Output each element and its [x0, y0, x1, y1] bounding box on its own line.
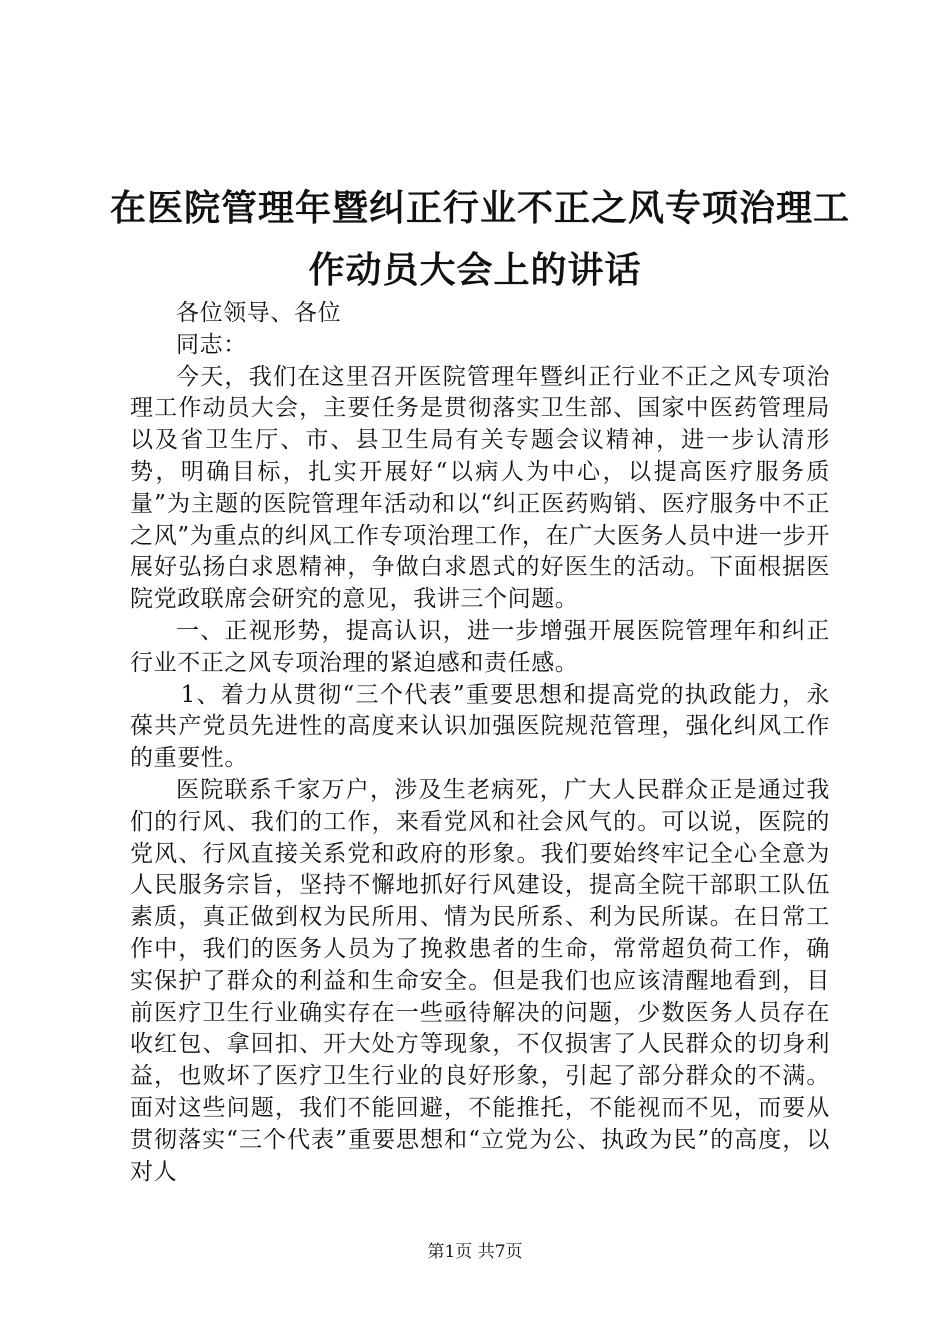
paragraph-body: 医院联系千家万户，涉及生老病死，广大人民群众正是通过我们的行风、我们的工作，来看党风和社会风气的。可以说，医院的党风、行风直接关系党和政府的形象。我们要始终牢记全心全意为人民服务宗旨，坚持不懈地抓好行风建设，提高全院干部职工队伍素质，真正做到权为民所用、情为民所系、利为民所谋。在日常工作中，我们的医务人员为了挽救患者的生命，常常超负荷工作，确实保护了群众的利益和生命安全。但是我们也应该清醒地看到，目前医疗卫生行业确实存在一些亟待解决的问题，少数医务人员存在收红包、拿回扣、开大处方等现象，不仅损害了人民群众的切身利益，也败坏了医疗卫生行业的良好形象，引起了部分群众的不满。面对这些问题，我们不能回避，不能推托，不能视而不见，而要从贯彻落实“三个代表”重要思想和“立党为公、执政为民”的高度，以对人	[130, 776, 830, 1185]
subsection-heading-1: 1、着力从贯彻“三个代表”重要思想和提高党的执政能力，永葆共产党员先进性的高度来认识加强医院规范管理，强化纠风工作的重要性。	[130, 681, 830, 772]
section-heading-1: 一、正视形势，提高认识，进一步增强开展医院管理年和纠正行业不正之风专项治理的紧迫感和责任感。	[130, 617, 830, 676]
salutation-line-1: 各位领导、各位	[176, 300, 342, 326]
document-body	[130, 298, 830, 1188]
document-title-line-1: 在医院管理年暨纠正行业不正之风专项治理工	[110, 187, 851, 229]
page-footer: 第1页 共7页	[427, 1242, 523, 1262]
salutation-line-2: 同志：	[176, 331, 247, 358]
paragraph-intro: 今天，我们在这里召开医院管理年暨纠正行业不正之风专项治理工作动员大会，主要任务是贯彻落实卫生部、国家中医药管理局以及省卫生厅、市、县卫生局有关专题会议精神，进一步认清形势，明确目标，扎实开展好“以病人为中心，以提高医疗服务质量”为主题的医院管理年活动和以“纠正医药购销、医疗服务中不正之风”为重点的纠风工作专项治理工作，在广大医务人员中进一步开展好弘扬白求恩精神，争做白求恩式的好医生的活动。下面根据医院党政联席会研究的意见，我讲三个问题。	[130, 363, 830, 613]
document-title-line-2: 作动员大会上的讲话	[308, 249, 642, 291]
